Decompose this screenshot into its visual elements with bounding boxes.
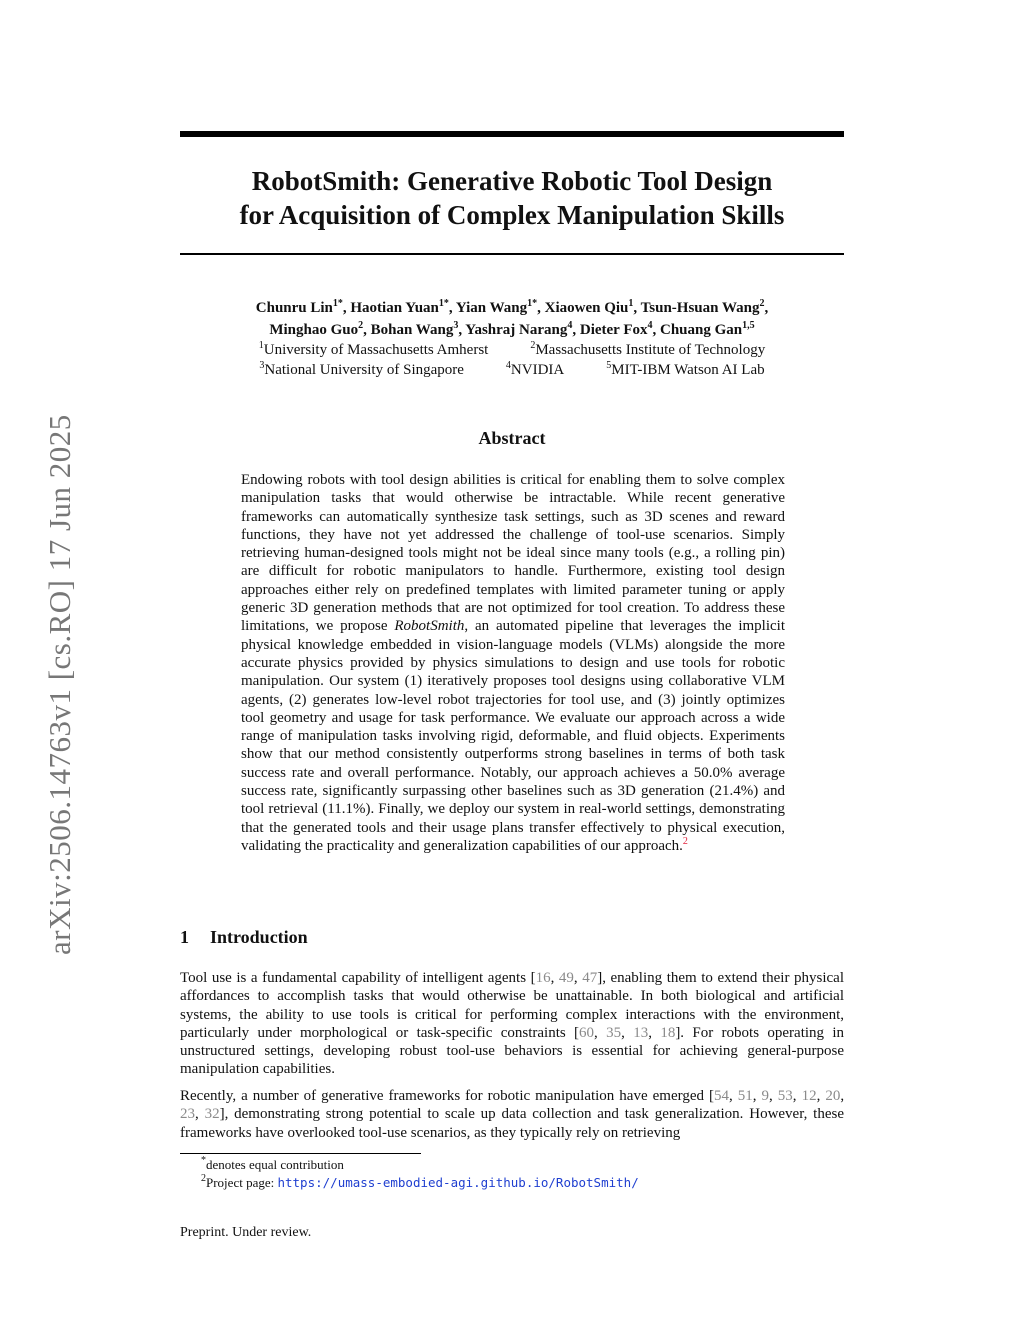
author-name: Yian Wang [455, 300, 528, 316]
paper-title [180, 164, 844, 232]
author-affiliation-mark: 4 [647, 320, 653, 331]
citation-link[interactable]: 32 [204, 1106, 220, 1123]
footnote-mark: * [201, 1155, 206, 1166]
footnote-rule [180, 1153, 421, 1154]
citation-link[interactable]: 51 [737, 1088, 753, 1104]
author-name: Bohan Wang [370, 322, 454, 338]
author-name: Minghao Guo [269, 322, 359, 338]
author-affiliation-mark: 1* [332, 298, 343, 309]
section-number: 1 [180, 927, 189, 947]
citation-link[interactable]: 53 [777, 1088, 793, 1104]
footnote-label: Project page: [206, 1175, 278, 1190]
citation-link[interactable]: 20 [825, 1088, 841, 1104]
author-affiliation-mark: 2 [759, 298, 765, 309]
section-title: Introduction [210, 927, 308, 947]
title-bottom-rule [180, 253, 844, 255]
affiliation-name: University of Massachusetts Amherst [263, 342, 489, 358]
affiliation-number: 3 [259, 360, 265, 371]
author-name: Chuang Gan [660, 322, 743, 338]
paragraph-text: Tool use is a fundamental capability of intelligent agents [ [180, 970, 536, 986]
author-affiliation-mark: 3 [453, 320, 459, 331]
affiliation-name: MIT-IBM Watson AI Lab [611, 362, 765, 378]
title-top-rule [180, 131, 844, 137]
footnote-equal-contribution [201, 1157, 344, 1173]
citation-link[interactable]: 47 [582, 970, 598, 986]
affiliation-name: Massachusetts Institute of Technology [535, 342, 766, 358]
author-affiliation-mark: 2 [358, 320, 364, 331]
footnote-link-2[interactable]: 2 [682, 835, 688, 847]
method-name: RobotSmith [394, 618, 465, 635]
abstract-text-part-1: Endowing robots with tool design abilities is critical for enabling them to solve complex manipulation tasks that would otherwise be intractable. While recent generative frameworks can automatically synthesize task settings, such as 3D scenes and reward functions, they have not yet addressed the challenge of tool-use scenarios. Simply retrieving human-designed tools might not be ideal since many tools (e.g., a rolling pin) are difficult for robotic manipulators to handle. Furthermore, existing tool design approaches either rely on predefined templates with limited parameter tuning or apply generic 3D generation methods that are not optimized for tool creation. To address these limitations, we propose [241, 472, 785, 635]
footnote-text: denotes equal contribution [206, 1157, 344, 1172]
affiliation-number: 4 [505, 360, 511, 371]
paragraph-text: ]. For robots operating in unstructured settings, developing robust tool-use behaviors is essential for achieving general-purpose manipulation capabilities. [180, 1024, 845, 1078]
paragraph-text: ], enabling them to extend their physical affordances to accomplish tasks that would otherwise be unattainable. In both biological and artificial systems, the ability to use tools is critical for performing complex interactions with the environment, particularly under morphological or task-specific constraints [ [180, 970, 844, 1041]
affiliation-number: 1 [258, 340, 264, 351]
author-affiliation-mark: 1,5 [742, 320, 755, 331]
citation-link[interactable]: 13 [633, 1024, 649, 1041]
section-heading-introduction [180, 927, 308, 948]
project-page-link[interactable]: https://umass-embodied-agi.github.io/RobotSmith/ [277, 1175, 639, 1190]
author-affiliation-mark: 1* [438, 298, 449, 309]
author-line-2: Minghao Guo$^2$, Bohan Wang$^3$, Yashraj Narang$^4$, Dieter Fox$^4$, Chuang Gan$^{1,5}$ [269, 320, 755, 338]
affiliation-line-2 [180, 360, 844, 380]
affiliation-name: National University of Singapore [264, 362, 464, 378]
author-name: Haotian Yuan [350, 300, 439, 316]
citation-link[interactable]: 54 [714, 1088, 729, 1104]
author-name: Chunru Lin [255, 300, 333, 316]
abstract-body [241, 471, 785, 855]
author-name: Yashraj Narang [465, 322, 568, 338]
abstract-text-part-2: , an automated pipeline that leverages the implicit physical knowledge embedded in vision-language models (VLMs) alongside the more accurate physics provided by physics simulations to design and use tools for robotic manipulation. Our system (1) iteratively proposes tool designs using collaborative VLM agents, (2) generates low-level robot trajectories for tool use, and (3) jointly optimizes tool geometry and usage for task performance. We evaluate our approach across a wide range of manipulation tasks involving rigid, deformable, and fluid objects. Experiments show that our method consistently outperforms strong baselines in terms of both task success rate and overall performance. Notably, our approach achieves a 50.0% average success rate, significantly surpassing other baselines such as 3D generation (21.4%) and tool retrieval (11.1%). Finally, we deploy our system in real-world settings, demonstrating that the generated tools and their usage plans transfer effectively to physical execution, validating the practicality and generalization capabilities of our approach. [241, 618, 785, 854]
citation-link[interactable]: 49 [558, 970, 574, 986]
citation-link[interactable]: 16 [535, 970, 551, 986]
citation-link[interactable]: 35 [606, 1024, 622, 1041]
footnote-mark: 2 [201, 1173, 206, 1184]
arxiv-identifier: arXiv:2506.14763v1 [cs.RO] 17 Jun 2025 [42, 414, 77, 955]
intro-paragraph-1: Tool use is a fundamental capability of intelligent agents [16, 49, 47], enabling them to extend their physical affordances to accomplish tasks that would otherwise be unattainable. In both biological and artificial systems, the ability to use tools is critical for performing complex interactions with the environment, particularly under morphological or task-specific constraints [60, 35, 13, 18]. For robots operating in unstructured settings, developing robust tool-use behaviors is essential for achieving general-purpose manipulation capabilities. [180, 970, 845, 1078]
citation-link[interactable]: 60 [579, 1024, 595, 1041]
affiliation-list [180, 340, 844, 380]
title-line-1: RobotSmith: Generative Robotic Tool Design [251, 166, 773, 196]
citation-link[interactable]: 23 [180, 1106, 195, 1123]
citation-link[interactable]: 9 [761, 1088, 770, 1104]
affiliation-name: NVIDIA [510, 362, 565, 378]
paragraph-text: ], demonstrating strong potential to scale up data collection and task generalization. However, these frameworks have overlooked tool-use scenarios, as they typically rely on retrieving [180, 1106, 845, 1141]
author-name: Tsun-Hsuan Wang [640, 300, 760, 316]
author-affiliation-mark: 1* [527, 298, 538, 309]
author-name: Xiaowen Qiu [544, 300, 629, 316]
author-line-1: Chunru Lin$^{1*}$, Haotian Yuan$^{1*}$, Yian Wang$^{1*}$, Xiaowen Qiu$^1$, Tsun-Hsuan Wang$^2$, [255, 298, 769, 316]
preprint-notice: Preprint. Under review. [180, 1225, 312, 1240]
affiliation-line-1 [180, 340, 844, 360]
citation-link[interactable]: 18 [660, 1024, 676, 1041]
title-line-2: for Acquisition of Complex Manipulation Skills [239, 200, 785, 230]
intro-paragraph-2: Recently, a number of generative frameworks for robotic manipulation have emerged [54, 51, 9, 53, 12, 20, 23, 32], demonstrating strong potential to scale up data collection and task generalization. However, these frameworks have overlooked tool-use scenarios, as they typically rely on retrieving [180, 1088, 845, 1141]
author-list [180, 297, 844, 341]
author-name: Dieter Fox [579, 322, 648, 338]
citation-link[interactable]: 12 [801, 1088, 817, 1104]
paragraph-text: Recently, a number of generative frameworks for robotic manipulation have emerged [ [180, 1088, 714, 1104]
author-affiliation-mark: 1 [628, 298, 634, 309]
author-affiliation-mark: 4 [567, 320, 573, 331]
footnote-project-page [201, 1175, 639, 1191]
affiliation-number: 5 [606, 360, 612, 371]
abstract-heading: Abstract [478, 428, 546, 448]
affiliation-number: 2 [530, 340, 536, 351]
